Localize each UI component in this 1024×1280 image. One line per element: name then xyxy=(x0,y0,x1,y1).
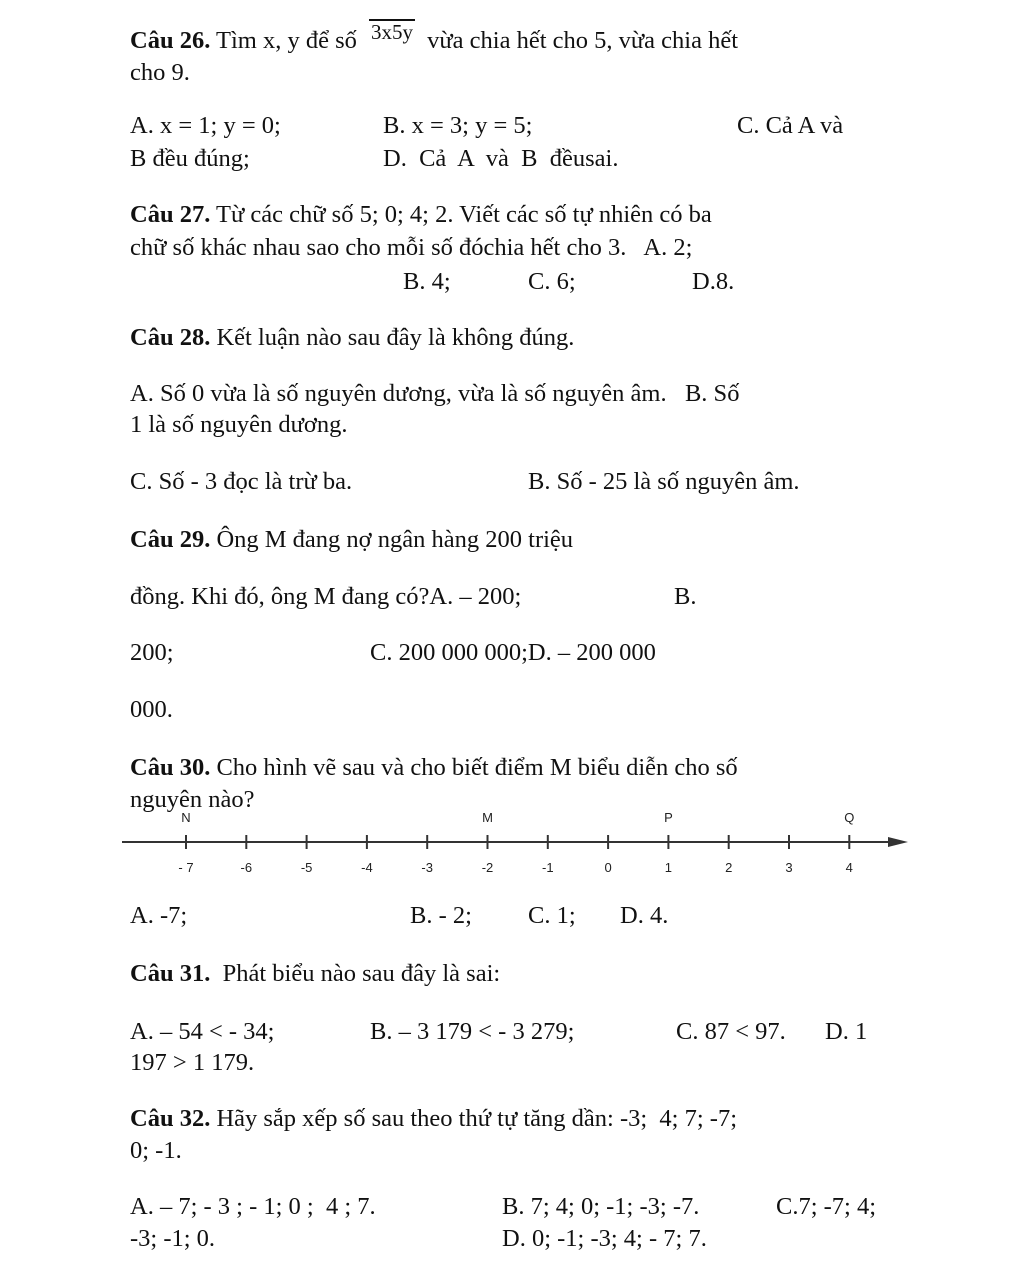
number-line-tick-labels xyxy=(178,860,853,875)
number-line-tick-label: 1 xyxy=(664,860,673,875)
q26-text-a: Tìm x, y để số xyxy=(210,27,363,54)
q30-option-b: B. - 2; xyxy=(410,902,472,929)
q29-line2: đồng. Khi đó, ông M đang có?A. – 200; xyxy=(130,583,522,610)
q26-text-b: vừa chia hết cho 5, vừa chia hết xyxy=(421,27,739,54)
q29-text: Ông M đang nợ ngân hàng 200 triệu xyxy=(210,526,574,553)
q26-option-d: D. Cả A và B đềusai. xyxy=(383,145,619,172)
q31-option-d: D. 1 xyxy=(825,1018,868,1045)
q28-option-c: C. Số - 3 đọc là trừ ba. xyxy=(130,468,353,495)
q31-option-b: B. – 3 179 < - 3 279; xyxy=(370,1018,575,1045)
number-line-point-label-q: Q xyxy=(844,810,855,825)
q32-option-c: C.7; -7; 4; xyxy=(776,1193,877,1220)
number-line-tick-label: -2 xyxy=(481,860,494,875)
q30-option-a: A. -7; xyxy=(130,902,188,929)
q26-overline-number: 3x5y xyxy=(371,20,413,44)
q30-stem xyxy=(130,753,738,783)
q30-option-d: D. 4. xyxy=(620,902,669,929)
q26-option-a: A. x = 1; y = 0; xyxy=(130,112,281,139)
number-line-tick-label: -4 xyxy=(361,860,373,875)
q32-text: Hãy sắp xếp số sau theo thứ tự tăng dần: -3; 4; 7; -7; xyxy=(210,1105,738,1132)
q31-option-a: A. – 54 < - 34; xyxy=(130,1018,275,1045)
q31-option-d-cont: 197 > 1 179. xyxy=(130,1049,255,1076)
number-line-tick-label: -5 xyxy=(300,860,313,875)
q26-stem-line2: cho 9. xyxy=(130,59,190,86)
q30-stem-line2: nguyên nào? xyxy=(130,786,255,813)
q28-option-b-cont: 1 là số nguyên dương. xyxy=(130,411,348,438)
q29-option-b-value: 200; xyxy=(130,639,174,666)
number-line-ticks xyxy=(186,835,849,849)
q27-label: Câu 27. xyxy=(130,201,211,228)
number-line-arrow xyxy=(888,837,908,847)
q31-label: Câu 31. xyxy=(130,960,211,987)
number-line-tick-label: -6 xyxy=(240,860,253,875)
q26-option-b: B. x = 3; y = 5; xyxy=(383,112,533,139)
q29-option-b: B. xyxy=(674,583,697,610)
q26-option-c-cont: B đều đúng; xyxy=(130,145,250,172)
number-line-tick-label: 2 xyxy=(725,860,733,875)
q26-stem xyxy=(130,20,739,56)
q27-text: Từ các chữ số 5; 0; 4; 2. Viết các số tự nhiên có ba xyxy=(210,201,712,228)
number-line-tick-label: - 7 xyxy=(178,860,194,875)
number-line-tick-label: 4 xyxy=(845,860,853,875)
q29-option-d-cont: 000. xyxy=(130,696,173,723)
q27-option-c: C. 6; xyxy=(528,268,576,295)
q32-option-b: B. 7; 4; 0; -1; -3; -7. xyxy=(502,1193,700,1220)
q32-stem-line2: 0; -1. xyxy=(130,1137,182,1164)
number-line-tick-label: 3 xyxy=(785,860,793,875)
q32-label: Câu 32. xyxy=(130,1105,211,1132)
q32-stem xyxy=(130,1104,737,1134)
q28-stem xyxy=(130,323,574,353)
q31-stem xyxy=(130,959,500,989)
q28-label: Câu 28. xyxy=(130,324,211,351)
q32-option-a: A. – 7; - 3 ; - 1; 0 ; 4 ; 7. xyxy=(130,1193,376,1220)
q28-text: Kết luận nào sau đây là không đúng. xyxy=(210,324,575,351)
q32-option-c-cont: -3; -1; 0. xyxy=(130,1225,216,1252)
q28-option-a: A. Số 0 vừa là số nguyên dương, vừa là số nguyên âm. B. Số xyxy=(130,380,740,407)
number-line-point-label-p: P xyxy=(664,810,673,825)
number-line-tick-label: -1 xyxy=(542,860,554,875)
number-line-point-label-m: M xyxy=(482,810,493,825)
number-line-point-label-n: N xyxy=(181,810,191,825)
q30-text: Cho hình vẽ sau và cho biết điểm M biểu diễn cho số xyxy=(210,754,738,781)
q27-option-d: D.8. xyxy=(692,268,735,295)
number-line-point-labels xyxy=(181,810,854,825)
number-line-tick-label: 0 xyxy=(604,860,612,875)
q32-option-d: D. 0; -1; -3; 4; - 7; 7. xyxy=(502,1225,707,1252)
q28-option-b2: B. Số - 25 là số nguyên âm. xyxy=(528,468,800,495)
q27-stem xyxy=(130,200,712,230)
q31-option-c: C. 87 < 97. xyxy=(676,1018,786,1045)
q27-option-b: B. 4; xyxy=(403,268,451,295)
q29-stem xyxy=(130,525,573,555)
q26-option-c: C. Cả A và xyxy=(737,112,844,139)
q26-label: Câu 26. xyxy=(130,27,211,54)
q31-text: Phát biểu nào sau đây là sai: xyxy=(210,960,501,987)
q29-options-cd: C. 200 000 000;D. – 200 000 xyxy=(370,639,656,666)
number-line-tick-label: -3 xyxy=(421,860,433,875)
q27-stem-line2: chữ số khác nhau sao cho mỗi số đóchia hết cho 3. A. 2; xyxy=(130,234,693,261)
q30-label: Câu 30. xyxy=(130,754,211,781)
q30-option-c: C. 1; xyxy=(528,902,576,929)
q29-label: Câu 29. xyxy=(130,526,211,553)
